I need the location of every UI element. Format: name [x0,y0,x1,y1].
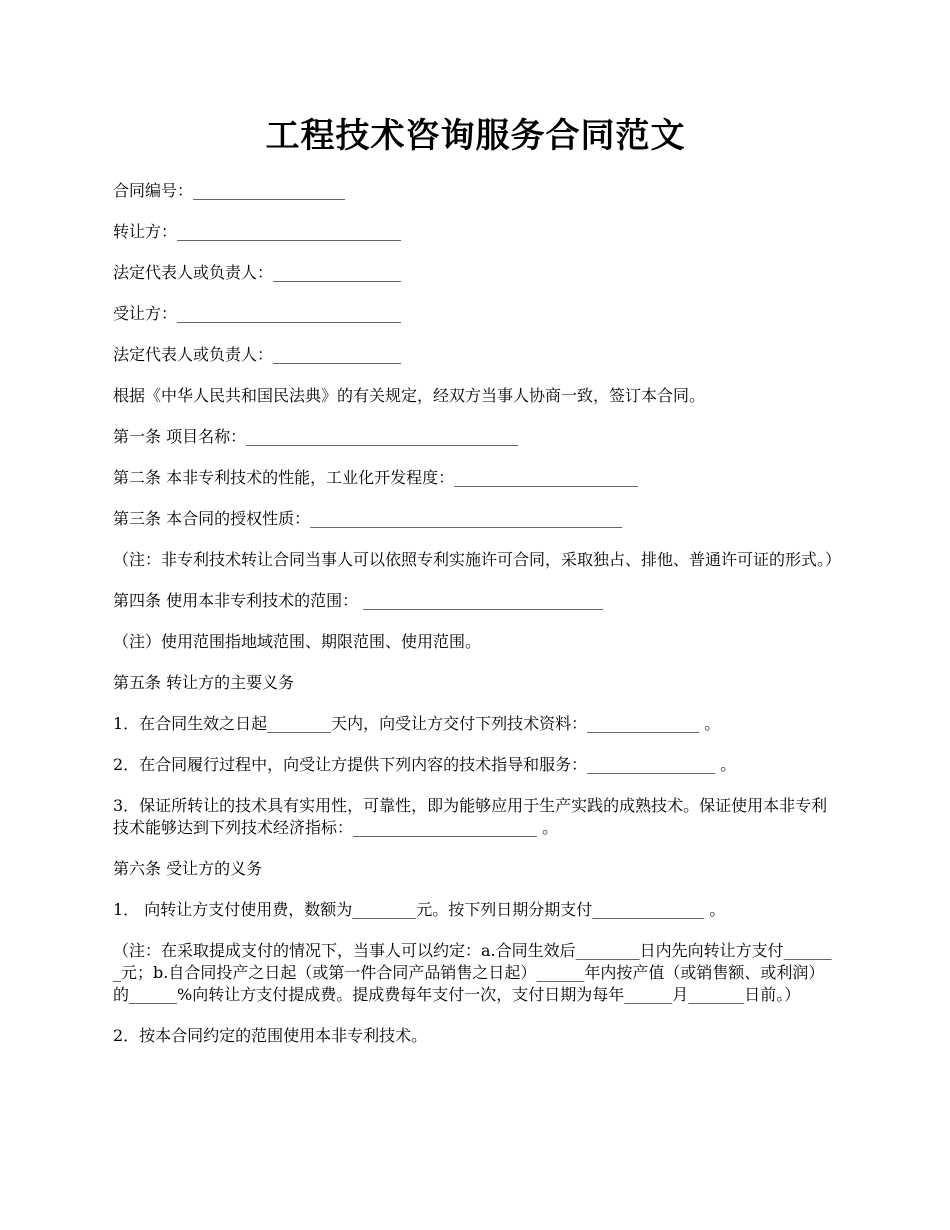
article-5-item-3: 3．保证所转让的技术具有实用性，可靠性，即为能够应用于生产实践的成熟技术。保证使用本非专利技术能够达到下列技术经济指标：_______________________ 。 [113,796,828,837]
article-5-heading: 第五条 转让方的主要义务 [113,673,295,692]
transferor-representative-line: 法定代表人或负责人：________________ [113,263,402,282]
article-6-heading: 第六条 受让方的义务 [113,859,263,878]
preamble-paragraph: 根据《中华人民共和国民法典》的有关规定，经双方当事人协商一致，签订本合同。 [113,386,706,405]
article-6-item-1: 1． 向转让方支付使用费，数额为________元。按下列日期分期支付______________ 。 [113,900,726,919]
note-scope: （注）使用范围指地域范围、期限范围、使用范围。 [113,632,482,651]
article-2-performance: 第二条 本非专利技术的性能，工业化开发程度：_______________________ [113,468,639,487]
document-title: 工程技术咨询服务合同范文 [265,116,686,156]
article-6-item-2: 2．按本合同约定的范围使用本非专利技术。 [113,1026,428,1045]
transferor-line: 转让方：____________________________ [113,222,402,241]
article-3-license-nature: 第三条 本合同的授权性质：_______________________________________ [113,509,623,528]
contract-number-line: 合同编号：___________________ [113,181,346,200]
transferee-representative-line: 法定代表人或负责人：________________ [113,345,402,364]
document-body [113,180,842,1047]
article-5-item-1: 1．在合同生效之日起________天内，向受让方交付下列技术资料：______________ 。 [113,714,721,733]
note-license-forms: （注：非专利技术转让合同当事人可以依照专利实施许可合同，采取独占、排他、普通许可证的形式。） [113,550,842,569]
note-royalty-payment: （注：在采取提成支付的情况下，当事人可以约定：a.合同生效后________日内先向转让方支付_______元；b.自合同投产之日起（或第一件合同产品销售之日起）______年内按产值（或销售额、或利润）的______%向转让方支付提成费。提成费每年支付一次，支付日期为每年______月_______日前。） [113,941,832,1004]
article-5-item-2: 2．在合同履行过程中，向受让方提供下列内容的技术指导和服务：________________ 。 [113,755,737,774]
article-4-scope: 第四条 使用本非专利技术的范围： ______________________________ [113,591,604,610]
transferee-line: 受让方：____________________________ [113,304,402,323]
article-1-project-name: 第一条 项目名称：__________________________________ [113,427,519,446]
